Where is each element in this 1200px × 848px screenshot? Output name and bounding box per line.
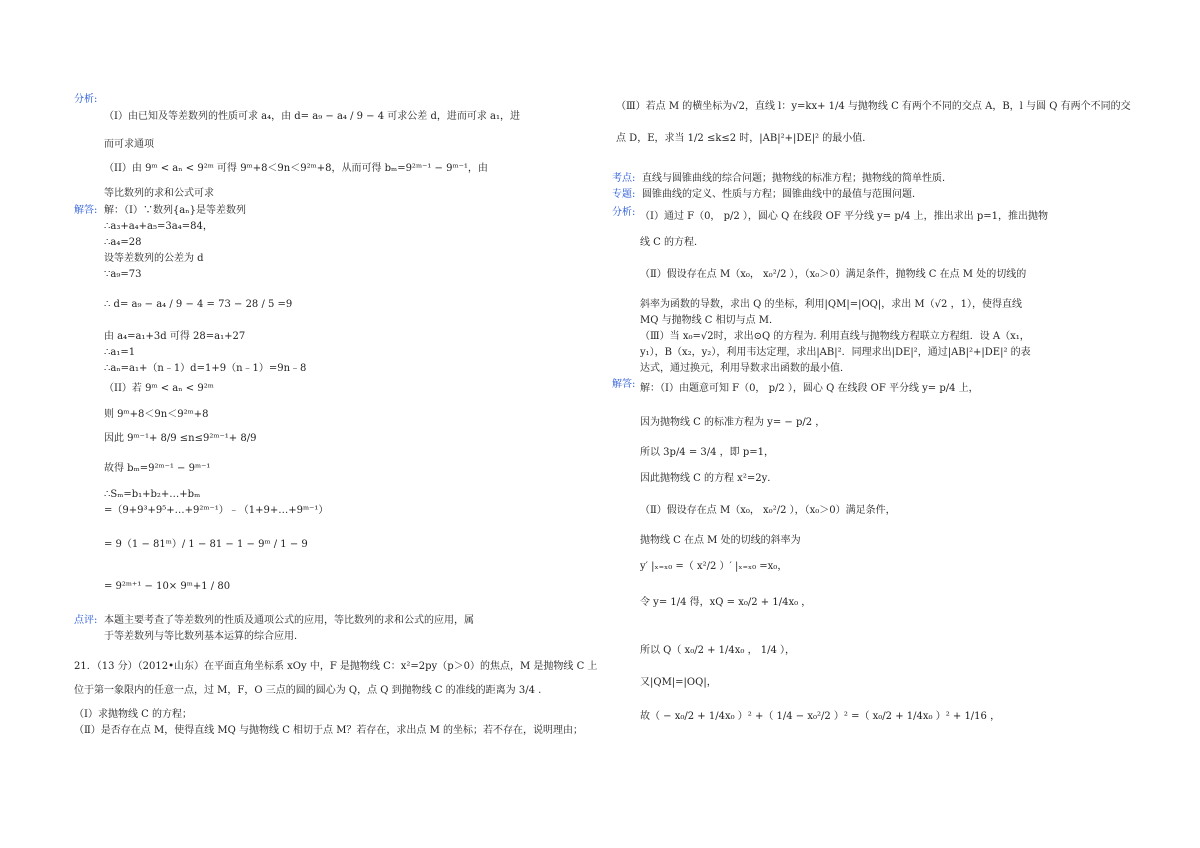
- topic-label: 专题:: [612, 189, 636, 200]
- text-line: （I）由已知及等差数列的性质可求 a₄，由 d= a₉ − a₄ / 9 − 4 可求公差 d，进而可求 a₁，进: [104, 111, 521, 122]
- text-line: （Ⅱ）假设存在点 M（x₀， x₀²/2 ），（x₀＞0）满足条件，: [640, 505, 896, 516]
- text-line: = 9²ᵐ⁺¹ − 10× 9ᵐ+1 / 80: [104, 581, 231, 592]
- text-line: 斜率为函数的导数，求出 Q 的坐标，利用|QM|=|OQ|，求出 M（√2 ，1），使得直线: [640, 299, 1022, 310]
- question-line: （Ⅲ）若点 M 的横坐标为√2，直线 l：y=kx+ 1/4 与抛物线 C 有两个不同的交点 A，B，l 与圆 Q 有两个不同的交: [616, 101, 1131, 112]
- text-line: 所以 Q（ x₀/2 + 1/4x₀ ， 1/4 ），: [640, 645, 796, 656]
- text-line: 抛物线 C 在点 M 处的切线的斜率为: [640, 535, 801, 546]
- question-line: 21．（13 分）（2012•山东）在平面直角坐标系 xOy 中，F 是抛物线 C：x²=2py（p＞0）的焦点，M 是抛物线 C 上: [74, 661, 598, 672]
- text-line: y′ |ₓ₌ₓ₀ =（ x²/2 ）′ |ₓ₌ₓ₀ =x₀，: [640, 561, 788, 572]
- text-line: 故（ − x₀/2 + 1/4x₀ ）² +（ 1/4 − x₀²/2 ）² =（ x₀/2 + 1/4x₀ ）² + 1/16 ，: [640, 711, 1001, 722]
- text-line: 因此抛物线 C 的方程 x²=2y．: [640, 473, 778, 484]
- text-line: 所以 3p/4 = 3/4 ，即 p=1，: [640, 447, 775, 458]
- text-line: ∴a₁=1: [104, 347, 136, 358]
- question-line: （Ⅱ）是否存在点 M，使得直线 MQ 与抛物线 C 相切于点 M？若存在，求出点 M 的坐标；若不存在，说明理由；: [74, 725, 584, 736]
- text-line: 则 9ᵐ+8＜9n＜9²ᵐ+8: [104, 409, 209, 420]
- comment-label: 点评:: [74, 615, 98, 626]
- question-line: 点 D，E，求当 1/2 ≤k≤2 时，|AB|²+|DE|² 的最小值．: [616, 133, 873, 144]
- text-line: ∴aₙ=a₁+（n﹣1）d=1+9（n﹣1）=9n﹣8: [104, 363, 307, 374]
- text-line: 因此 9ᵐ⁻¹+ 8/9 ≤n≤9²ᵐ⁻¹+ 8/9: [104, 433, 257, 444]
- text-line: ∴ d= a₉ − a₄ / 9 − 4 = 73 − 28 / 5 =9: [104, 299, 293, 310]
- text-line: ∴a₃+a₄+a₅=3a₄=84，: [104, 221, 213, 232]
- text-line: ∴Sₘ=b₁+b₂+…+bₘ: [104, 489, 201, 500]
- text-line: 由 a₄=a₁+3d 可得 28=a₁+27: [104, 331, 246, 342]
- keypoint-label: 考点:: [612, 173, 636, 184]
- text-line: 达式，通过换元，利用导数求出函数的最小值．: [640, 363, 850, 374]
- text-line: （II）由 9ᵐ < aₙ < 9²ᵐ 可得 9ᵐ+8＜9n＜9²ᵐ+8，从而可得 bₘ=9²ᵐ⁻¹ − 9ᵐ⁻¹，由: [104, 163, 488, 174]
- question-line: 位于第一象限内的任意一点，过 M，F，O 三点的圆的圆心为 Q，点 Q 到抛物线 C 的准线的距离为 3/4 .: [74, 685, 542, 696]
- text-line: = 9（1 − 81ᵐ）/ 1 − 81 − 1 − 9ᵐ / 1 − 9: [104, 539, 308, 550]
- text-line: 又|QM|=|OQ|，: [640, 677, 717, 688]
- text-line: 故得 bₘ=9²ᵐ⁻¹ − 9ᵐ⁻¹: [104, 463, 211, 474]
- text-line: （Ⅱ）假设存在点 M（x₀， x₀²/2 ），（x₀＞0）满足条件，抛物线 C 在点 M 处的切线的: [640, 269, 1027, 280]
- analysis-label: 分析:: [612, 207, 636, 218]
- text-line: 因为抛物线 C 的标准方程为 y= − p/2 ，: [640, 417, 826, 428]
- answer-label: 解答:: [612, 379, 636, 390]
- text-line: 直线与圆锥曲线的综合问题；抛物线的标准方程；抛物线的简单性质．: [642, 173, 952, 184]
- text-line: ∴a₄=28: [104, 237, 142, 248]
- text-line: 令 y= 1/4 得，xQ = x₀/2 + 1/4x₀ ，: [640, 597, 812, 608]
- analysis-label: 分析:: [74, 94, 98, 105]
- text-line: 于等差数列与等比数列基本运算的综合应用．: [104, 631, 304, 642]
- text-line: （II）若 9ᵐ < aₙ < 9²ᵐ: [104, 383, 214, 394]
- text-line: y₁），B（x₂，y₂），利用韦达定理，求出|AB|²．同理求出|DE|²，通过|AB|²+|DE|² 的表: [640, 347, 1031, 358]
- text-line: 线 C 的方程．: [640, 237, 705, 248]
- text-line: 圆锥曲线的定义、性质与方程；圆锥曲线中的最值与范围问题．: [642, 189, 922, 200]
- text-line: 解：（Ⅰ）由题意可知 F（0， p/2 ），圆心 Q 在线段 OF 平分线 y= p/4 上，: [640, 383, 979, 394]
- text-line: 本题主要考查了等差数列的性质及通项公式的应用，等比数列的求和公式的应用，属: [104, 615, 474, 626]
- text-line: 等比数列的求和公式可求: [104, 188, 214, 199]
- text-line: （Ⅰ）通过 F（0， p/2 ），圆心 Q 在线段 OF 平分线 y= p/4 上，推出求出 p=1，推出抛物: [640, 211, 1048, 222]
- text-line: ∵a₉=73: [104, 269, 142, 280]
- text-line: MQ 与抛物线 C 相切与点 M．: [640, 315, 780, 326]
- text-line: 而可求通项: [104, 139, 154, 150]
- question-line: （Ⅰ）求抛物线 C 的方程；: [74, 709, 192, 720]
- text-line: 解：（I）∵数列{aₙ}是等差数列: [104, 205, 246, 216]
- text-line: 设等差数列的公差为 d: [104, 253, 204, 264]
- answer-label: 解答:: [74, 205, 98, 216]
- text-line: =（9+9³+9⁵+…+9²ᵐ⁻¹）﹣（1+9+…+9ᵐ⁻¹）: [104, 505, 329, 516]
- text-line: （Ⅲ）当 x₀=√2时，求出⊙Q 的方程为. 利用直线与抛物线方程联立方程组．设 A（x₁，: [640, 331, 1030, 342]
